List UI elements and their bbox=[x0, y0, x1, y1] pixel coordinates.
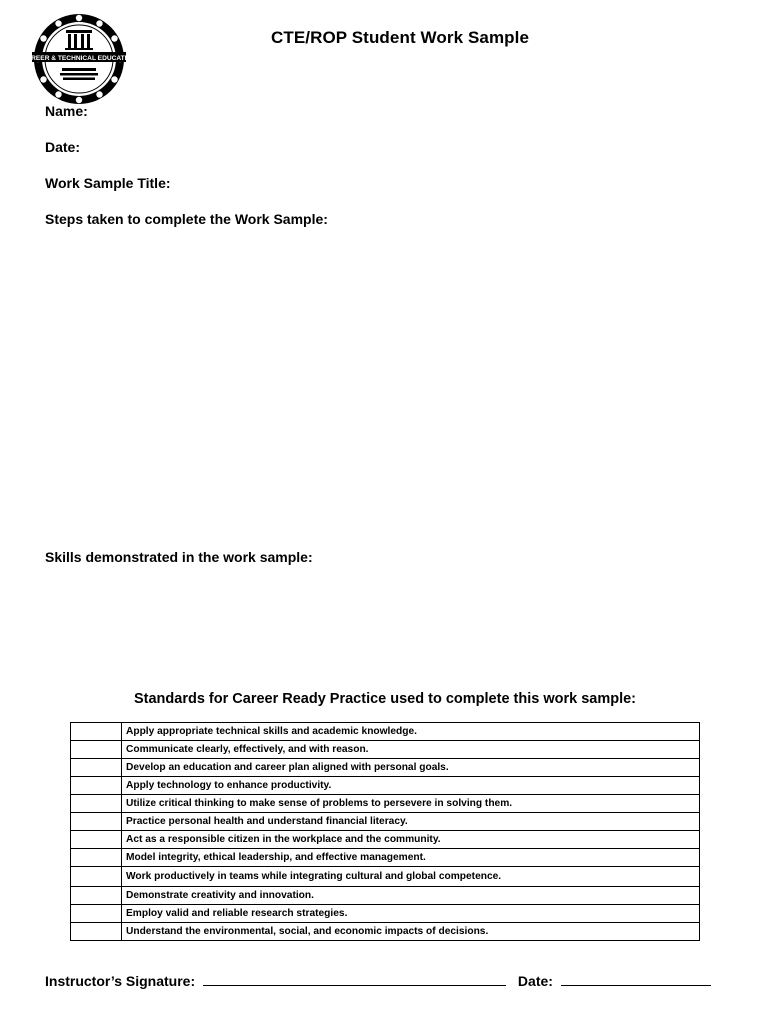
standard-text: Apply technology to enhance productivity. bbox=[122, 777, 700, 795]
table-row bbox=[71, 795, 700, 813]
table-row bbox=[71, 923, 700, 941]
standard-text: Work productively in teams while integrating cultural and global competence. bbox=[122, 867, 700, 887]
table-row bbox=[71, 905, 700, 923]
standard-checkbox-cell[interactable] bbox=[71, 759, 122, 777]
standard-checkbox-cell[interactable] bbox=[71, 831, 122, 849]
standard-text: Develop an education and career plan aligned with personal goals. bbox=[122, 759, 700, 777]
table-row bbox=[71, 867, 700, 887]
skills-label: Skills demonstrated in the work sample: bbox=[45, 549, 313, 565]
table-row bbox=[71, 849, 700, 867]
instructor-signature-label: Instructor’s Signature: bbox=[45, 973, 196, 989]
standard-text: Practice personal health and understand financial literacy. bbox=[122, 813, 700, 831]
table-row bbox=[71, 741, 700, 759]
standard-checkbox-cell[interactable] bbox=[71, 923, 122, 941]
standard-checkbox-cell[interactable] bbox=[71, 813, 122, 831]
signature-date-label: Date: bbox=[517, 973, 553, 989]
standard-checkbox-cell[interactable] bbox=[71, 795, 122, 813]
standard-text: Utilize critical thinking to make sense of problems to persevere in solving them. bbox=[122, 795, 700, 813]
standard-text: Communicate clearly, effectively, and with reason. bbox=[122, 741, 700, 759]
date-label: Date: bbox=[45, 139, 81, 155]
table-row bbox=[71, 887, 700, 905]
standard-checkbox-cell[interactable] bbox=[71, 777, 122, 795]
work-sample-title-label: Work Sample Title: bbox=[45, 175, 171, 191]
svg-text:CAREER & TECHNICAL EDUCATION: CAREER & TECHNICAL EDUCATION bbox=[21, 55, 137, 62]
standards-table bbox=[70, 722, 700, 941]
standard-text: Demonstrate creativity and innovation. bbox=[122, 887, 700, 905]
table-row bbox=[71, 723, 700, 741]
instructor-signature-line[interactable] bbox=[203, 971, 506, 986]
standard-text: Employ valid and reliable research strategies. bbox=[122, 905, 700, 923]
standard-text: Apply appropriate technical skills and academic knowledge. bbox=[122, 723, 700, 741]
signature-date-line[interactable] bbox=[561, 971, 711, 986]
standard-checkbox-cell[interactable] bbox=[71, 849, 122, 867]
standard-checkbox-cell[interactable] bbox=[71, 741, 122, 759]
page-title: CTE/ROP Student Work Sample bbox=[270, 28, 530, 47]
standard-text: Understand the environmental, social, and economic impacts of decisions. bbox=[122, 923, 700, 941]
table-row bbox=[71, 813, 700, 831]
steps-label: Steps taken to complete the Work Sample: bbox=[45, 211, 328, 227]
signature-row bbox=[45, 971, 711, 989]
standards-heading: Standards for Career Ready Practice used to complete this work sample: bbox=[133, 691, 637, 707]
standard-checkbox-cell[interactable] bbox=[71, 887, 122, 905]
name-label: Name: bbox=[45, 103, 88, 119]
standard-checkbox-cell[interactable] bbox=[71, 905, 122, 923]
table-row bbox=[71, 777, 700, 795]
standard-checkbox-cell[interactable] bbox=[71, 867, 122, 887]
cte-seal-logo bbox=[21, 12, 137, 106]
standard-text: Model integrity, ethical leadership, and effective management. bbox=[122, 849, 700, 867]
table-row bbox=[71, 831, 700, 849]
table-row bbox=[71, 759, 700, 777]
standard-checkbox-cell[interactable] bbox=[71, 723, 122, 741]
standard-text: Act as a responsible citizen in the workplace and the community. bbox=[122, 831, 700, 849]
